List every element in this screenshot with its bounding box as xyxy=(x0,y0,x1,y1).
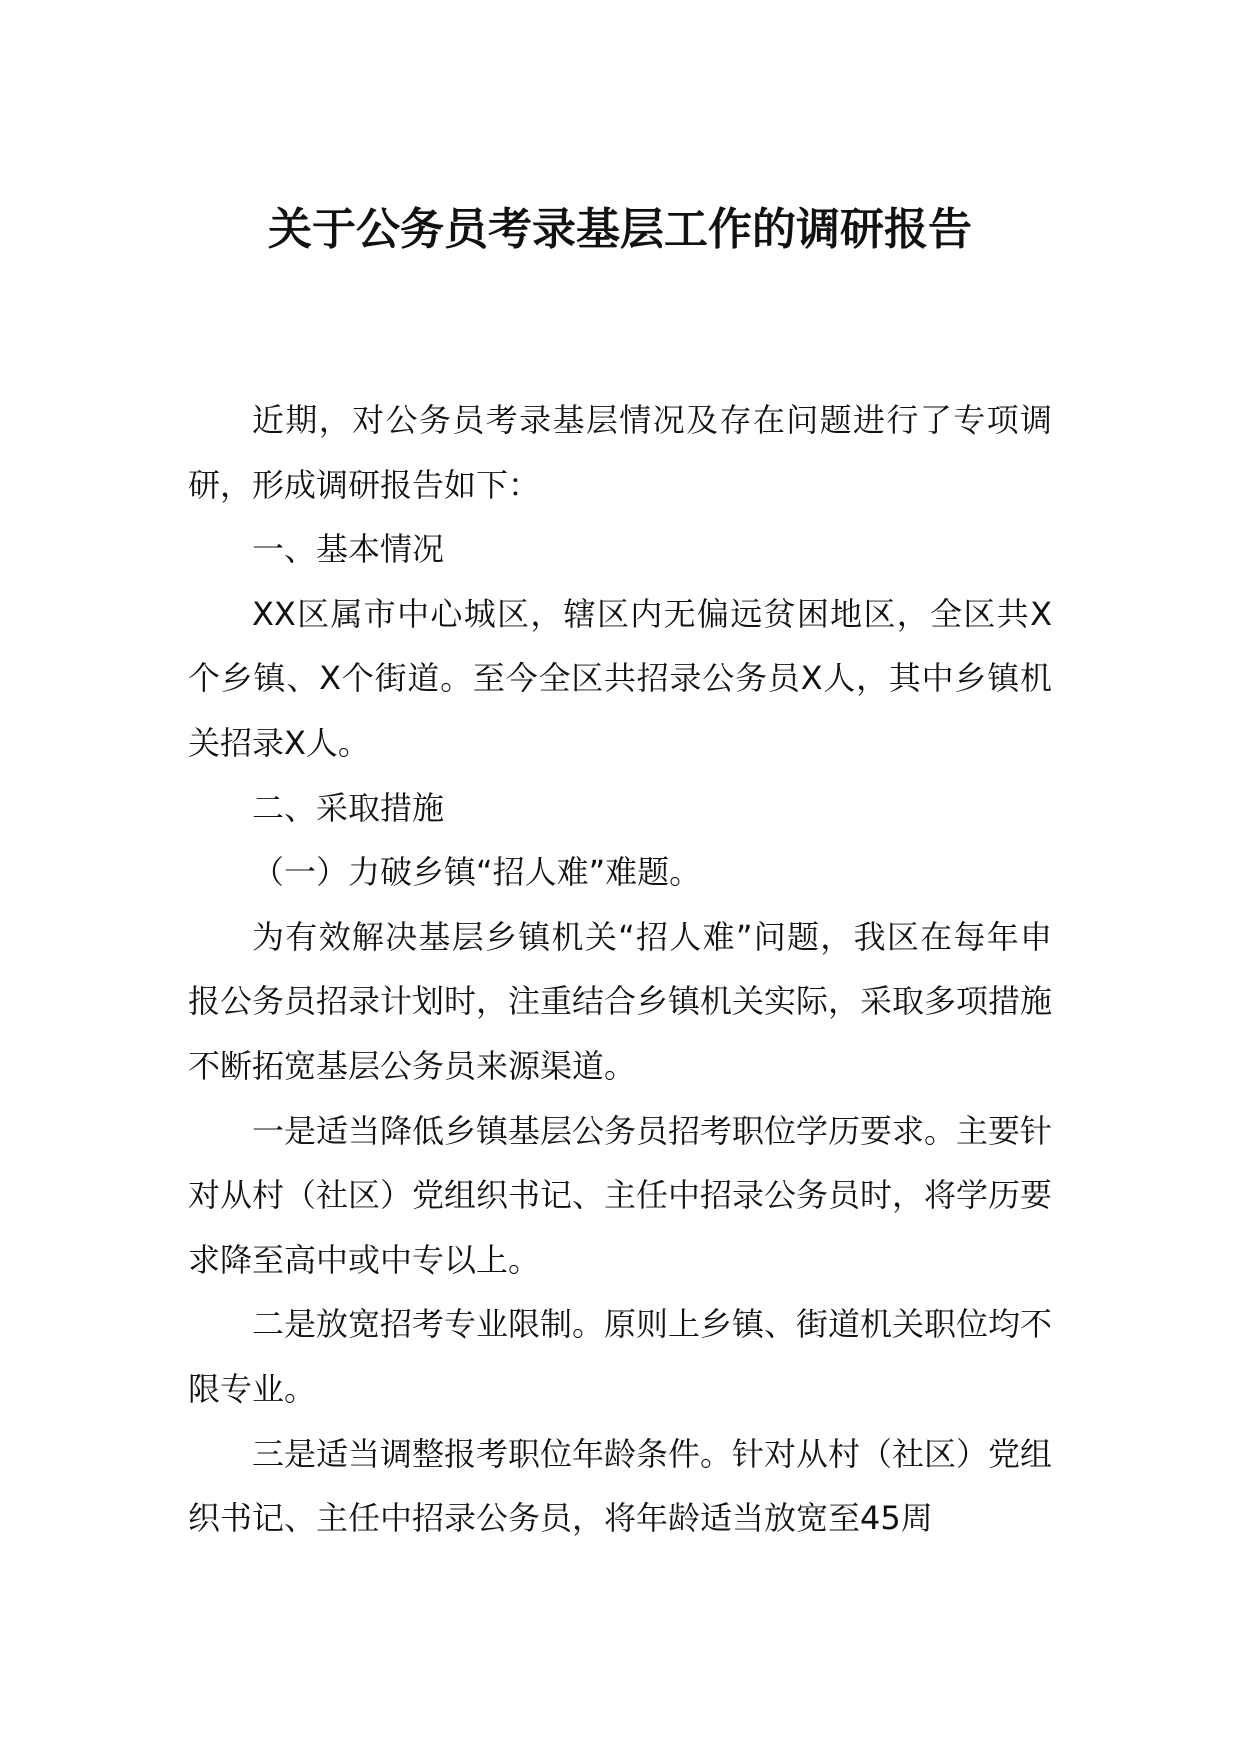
document-title: 关于公务员考录基层工作的调研报告 xyxy=(268,204,972,255)
paragraph-basic-situation: XX区属市中心城区，辖区内无偏远贫困地区，全区共X个乡镇、X个街道。至今全区共招录公务员X人，其中乡镇机关招录X人。 xyxy=(188,594,1052,762)
section-heading-measures: 二、采取措施 xyxy=(252,788,445,827)
paragraph-intro: 近期，对公务员考录基层情况及存在问题进行了专项调研，形成调研报告如下： xyxy=(188,401,1052,504)
document-body xyxy=(188,388,1052,1551)
section-heading-basic-situation: 一、基本情况 xyxy=(252,530,445,569)
paragraph-recruitment: 为有效解决基层乡镇机关“招人难”问题，我区在每年申报公务员招录计划时，注重结合乡镇机关实际，采取多项措施不断拓宽基层公务员来源渠道。 xyxy=(188,917,1053,1085)
paragraph-measure-two: 二是放宽招考专业限制。原则上乡镇、街道机关职位均不限专业。 xyxy=(188,1305,1053,1408)
paragraph-measure-three: 三是适当调整报考职位年龄条件。针对从村（社区）党组织书记、主任中招录公务员，将年龄适当放宽至45周 xyxy=(188,1434,1053,1538)
paragraph-measure-one: 一是适当降低乡镇基层公务员招考职位学历要求。主要针对从村（社区）党组织书记、主任中招录公务员时，将学历要求降至高中或中专以上。 xyxy=(188,1111,1053,1279)
subsection-heading-recruitment: （一）力破乡镇“招人难”难题。 xyxy=(252,853,702,892)
